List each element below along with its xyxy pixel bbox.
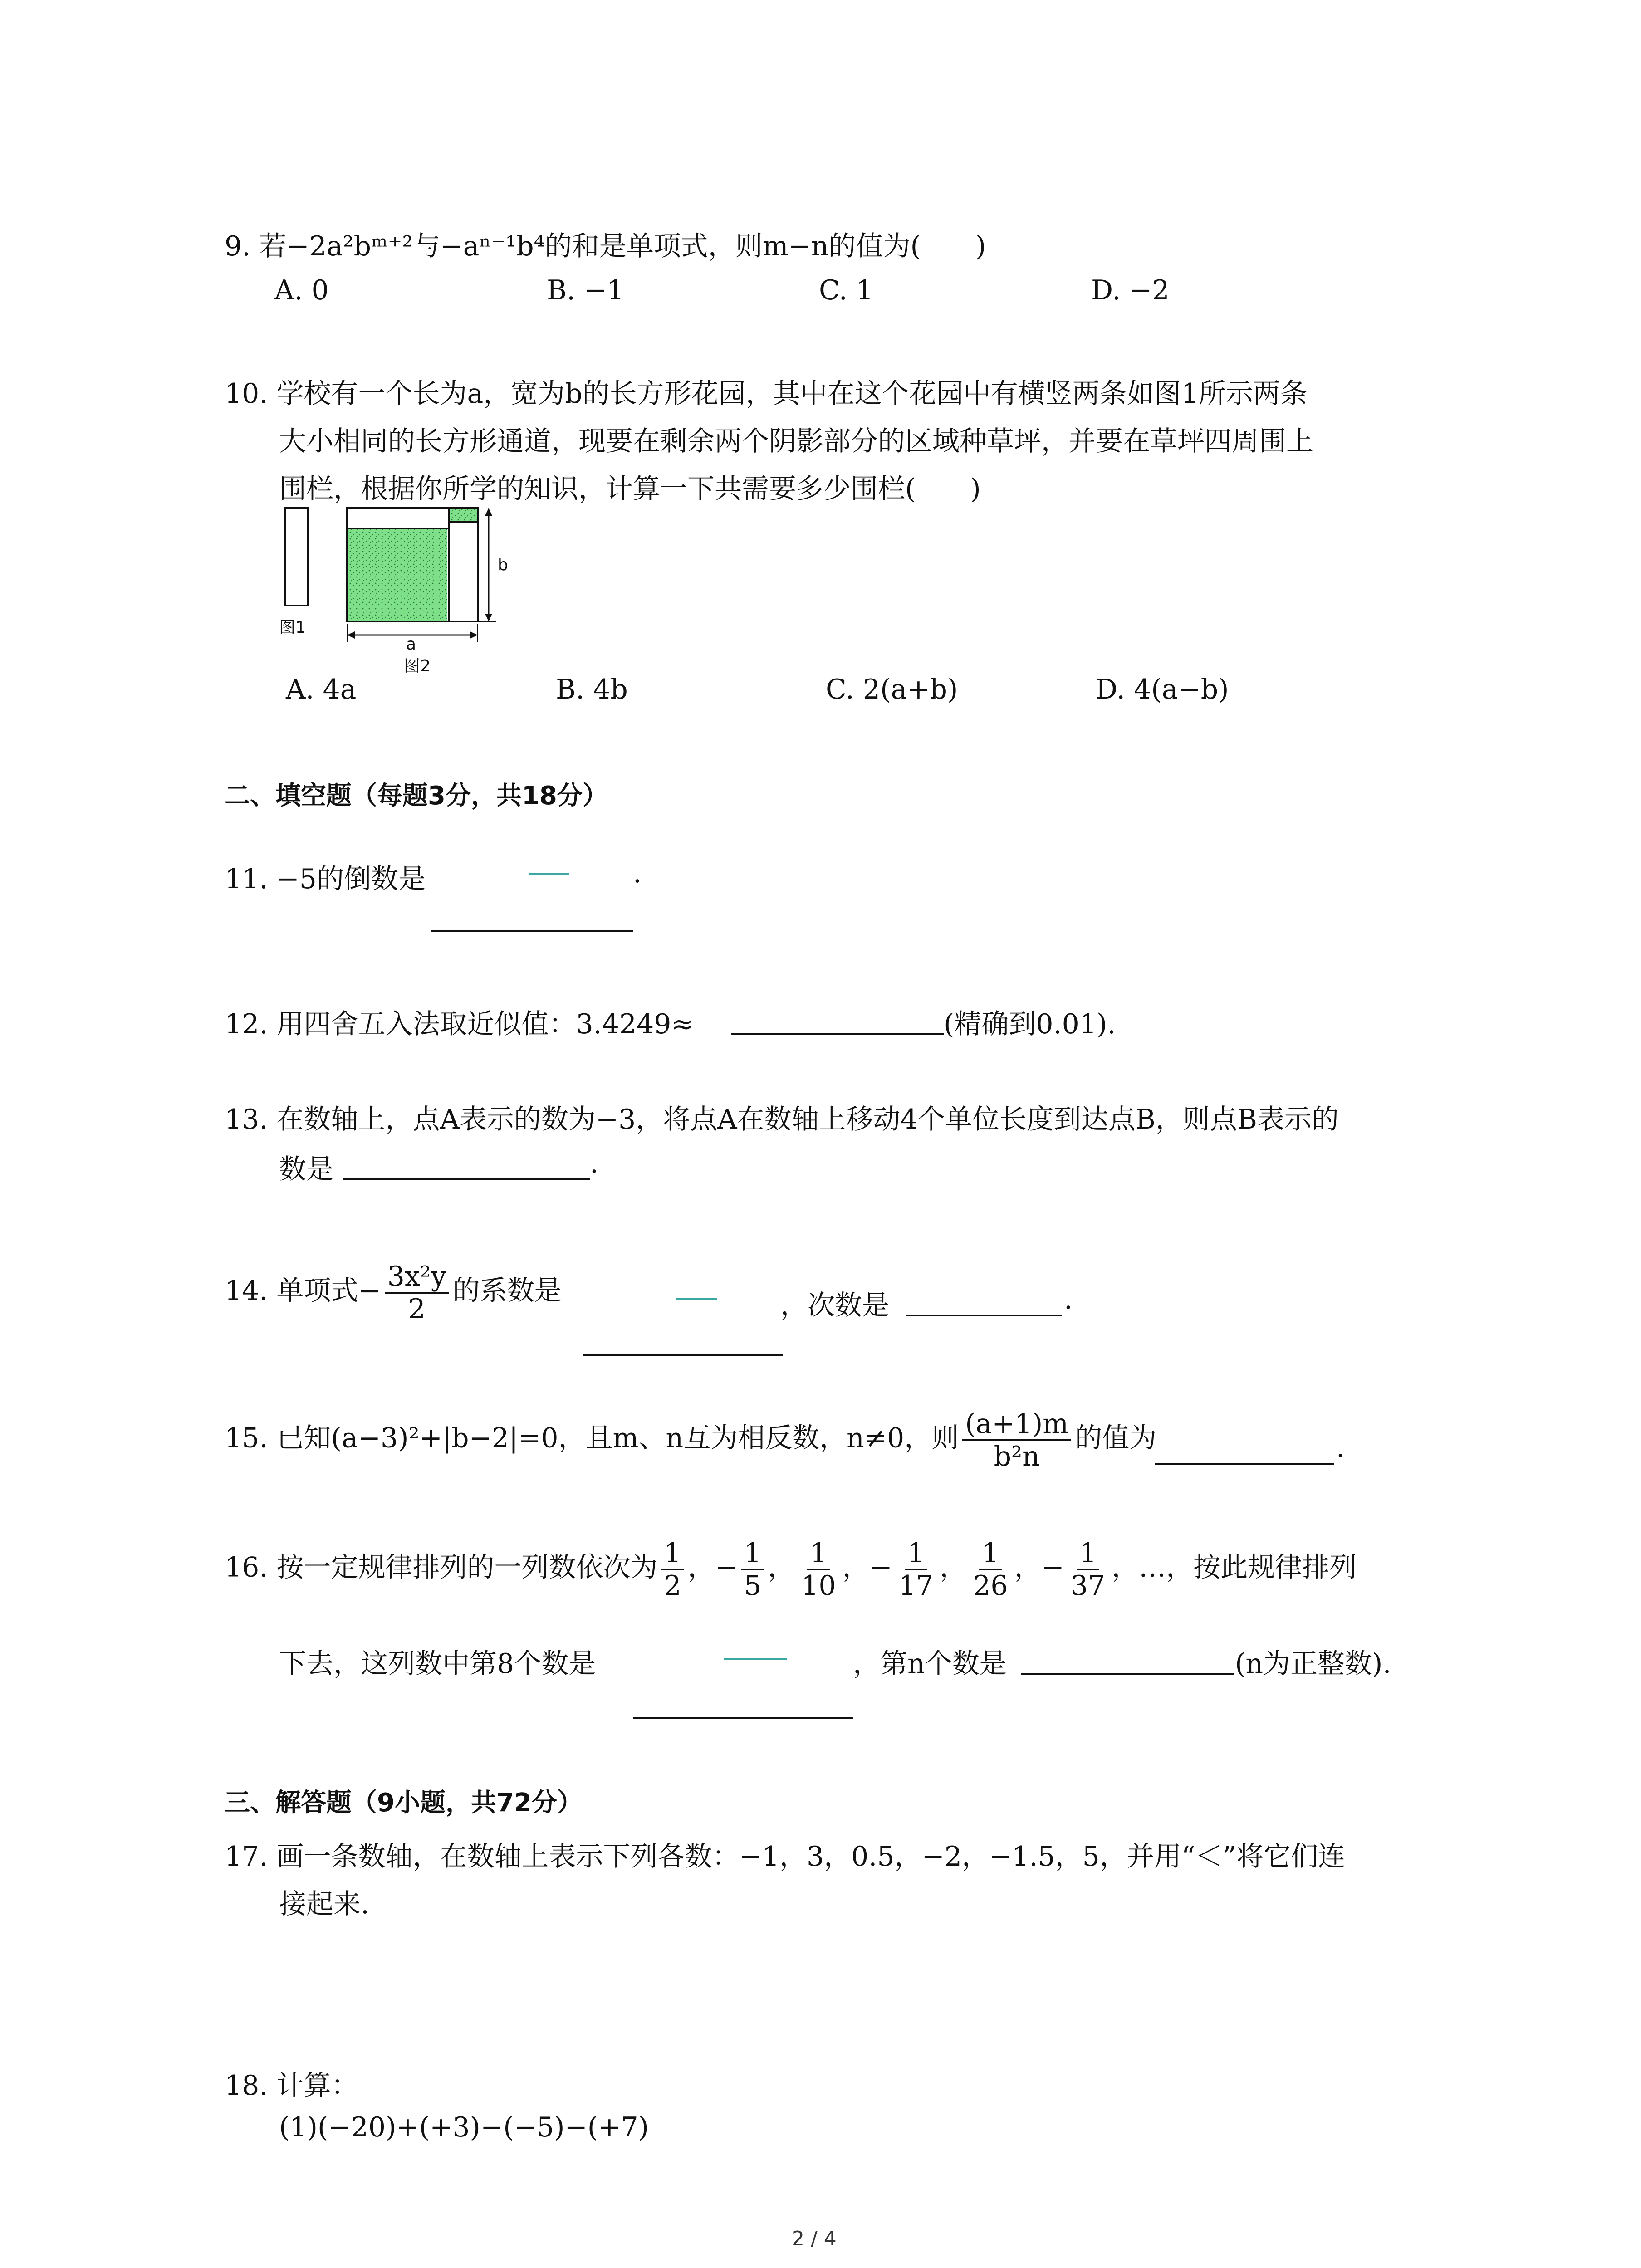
q14-number: 14. <box>225 1275 268 1307</box>
q16-frac-den: 2 <box>664 1570 681 1602</box>
q16-frac-den: 26 <box>973 1570 1008 1602</box>
q15-pre: 已知(a−3)²+|b−2|=0，且m、n互为相反数，n≠0，则 <box>276 1422 959 1454</box>
q16-frac-num: 1 <box>807 1538 830 1570</box>
q16-frac-num: 1 <box>979 1538 1002 1570</box>
q16-frac-den: 5 <box>744 1570 762 1602</box>
q16-fraction-5 <box>1068 1538 1108 1601</box>
lawn-corner <box>449 509 477 522</box>
q9-number: 9. <box>225 230 251 262</box>
fig2-label: 图2 <box>404 657 431 675</box>
q12-end: (精确到0.01). <box>944 1008 1116 1040</box>
q10-number: 10. <box>225 378 268 410</box>
fig2-dim-b-label: b <box>498 556 508 574</box>
q15-fraction <box>962 1408 1071 1472</box>
q17-text-line1: 画一条数轴，在数轴上表示下列各数：−1，3，0.5，−2，−1.5，5，并用“＜”将它们连 <box>276 1841 1346 1872</box>
q14-frac-num: 3x²y <box>385 1261 449 1294</box>
q16-fraction-3 <box>896 1538 936 1601</box>
q10-option-a: A. 4a <box>286 674 357 705</box>
q11-number: 11. <box>225 863 268 895</box>
q16-nth-blank[interactable] <box>1021 1673 1234 1675</box>
lawn-main <box>348 528 447 621</box>
q9-stem <box>225 225 986 264</box>
q12-number: 12. <box>225 1008 268 1040</box>
q16-frac-sign-4: ， <box>940 1551 967 1584</box>
q10-line3: 围栏，根据你所学的知识，计算一下共需要多少围栏( ) <box>279 473 981 505</box>
q18-line1 <box>225 2064 358 2103</box>
q10-option-c: C. 2(a+b) <box>826 674 958 705</box>
q16-fraction-1 <box>741 1538 764 1601</box>
q10-line2: 大小相同的长方形通道，现要在剩余两个阴影部分的区域种草坪，并要在草坪四周围上 <box>279 425 1313 457</box>
q15-answer-blank[interactable] <box>1155 1463 1334 1465</box>
q17-number: 17. <box>225 1841 268 1872</box>
q16-fraction-0 <box>661 1538 684 1601</box>
q18-number: 18. <box>225 2070 268 2102</box>
q15-stem <box>225 1408 1156 1472</box>
page-number: 2 / 4 <box>792 2227 837 2250</box>
q16-line2-end: (n为正整数). <box>1235 1648 1391 1680</box>
q15-mid: 的值为 <box>1075 1422 1157 1454</box>
q14-stem <box>225 1261 562 1325</box>
q11-end: . <box>633 857 642 889</box>
q18-line2: (1)(−20)+(+3)−(−5)−(+7) <box>279 2112 649 2143</box>
q9-option-c: C. 1 <box>819 274 874 306</box>
q13-answer-blank[interactable] <box>343 1178 590 1180</box>
q9-text-b: 与 <box>413 230 441 262</box>
q9-option-b: B. −1 <box>547 274 624 306</box>
fig2-dim-a-label: a <box>406 635 416 654</box>
q16-post: ，…，按此规律排列 <box>1112 1551 1357 1584</box>
q9-option-d: D. −2 <box>1091 274 1170 306</box>
q15-end: . <box>1336 1432 1345 1464</box>
q9-option-a: A. 0 <box>274 274 329 306</box>
q15-frac-den: b²n <box>994 1441 1040 1472</box>
q11-stem <box>225 857 426 896</box>
q13-end: . <box>590 1148 599 1179</box>
q9-text-a: 若 <box>259 230 287 262</box>
q16-line2-pre: 下去，这列数中第8个数是 <box>279 1648 596 1680</box>
q18-text-line1: 计算： <box>276 2070 358 2102</box>
q17-line2: 接起来. <box>279 1888 370 1920</box>
q16-frac-num: 1 <box>661 1538 684 1570</box>
q16-frac-sign-2: ， <box>768 1551 795 1584</box>
fig2-vertical-path <box>449 522 478 621</box>
q16-frac-sign-3: ，− <box>842 1551 892 1584</box>
q14-coefficient-blank[interactable] <box>583 1354 783 1356</box>
q14-answer-mark <box>676 1298 717 1300</box>
q12-text: 用四舍五入法取近似值：3.4249≈ <box>276 1008 694 1040</box>
q14-fraction <box>385 1261 449 1325</box>
q16-eighth-blank[interactable] <box>633 1717 853 1719</box>
q11-answer-blank[interactable] <box>431 930 633 932</box>
q10-line1 <box>225 372 1308 411</box>
q10-option-b: B. 4b <box>556 674 628 705</box>
q13-line2: 数是 <box>279 1154 333 1185</box>
q14-mid: 的系数是 <box>452 1275 562 1307</box>
q10-text-line1: 学校有一个长为a，宽为b的长方形花园，其中在这个花园中有横竖两条如图1所示两条 <box>276 378 1308 410</box>
q10-option-d: D. 4(a−b) <box>1096 674 1229 705</box>
q16-frac-num: 1 <box>1077 1538 1099 1570</box>
section3-heading: 三、解答题（9小题，共72分） <box>225 1788 583 1818</box>
q9-text-c: 的和是单项式，则m−n的值为( ) <box>544 230 986 262</box>
q13-text-line1: 在数轴上，点A表示的数为−3，将点A在数轴上移动4个单位长度到达点B，则点B表示的 <box>276 1104 1339 1135</box>
q16-line1 <box>225 1538 1357 1601</box>
q15-number: 15. <box>225 1422 268 1454</box>
q14-pre: 单项式− <box>276 1275 381 1307</box>
q16-fraction-4 <box>970 1538 1010 1601</box>
q10-figure <box>279 506 515 678</box>
q12-answer-blank[interactable] <box>731 1033 944 1035</box>
q14-degree-blank[interactable] <box>906 1315 1062 1316</box>
fig1-label: 图1 <box>279 618 306 637</box>
q11-answer-mark <box>529 873 569 875</box>
q14-mid2: ，次数是 <box>780 1290 889 1321</box>
q16-answer-mark <box>724 1658 787 1660</box>
q16-frac-den: 10 <box>801 1570 836 1602</box>
q14-frac-den: 2 <box>408 1293 426 1325</box>
q16-frac-sign-1: ，− <box>687 1551 738 1584</box>
section2-heading: 二、填空题（每题3分，共18分） <box>225 781 608 811</box>
q16-frac-num: 1 <box>741 1538 764 1570</box>
q10-figure-svg <box>279 506 515 678</box>
q15-frac-num: (a+1)m <box>962 1408 1071 1441</box>
q16-number: 16. <box>225 1551 268 1584</box>
q17-line1 <box>225 1835 1345 1874</box>
q9-expr1: −2a²bᵐ⁺² <box>286 230 413 262</box>
q16-pre: 按一定规律排列的一列数依次为 <box>276 1551 658 1584</box>
q13-line1 <box>225 1098 1339 1137</box>
q16-frac-sign-5: ，− <box>1014 1551 1064 1584</box>
q14-end: . <box>1064 1284 1073 1315</box>
q13-number: 13. <box>225 1104 268 1135</box>
q16-fraction-2 <box>798 1538 838 1601</box>
q11-text: −5的倒数是 <box>276 863 426 895</box>
q16-frac-den: 17 <box>898 1570 934 1602</box>
q16-line2-mid: ，第n个数是 <box>853 1648 1007 1680</box>
fig1-rect <box>285 508 308 606</box>
q16-frac-den: 37 <box>1070 1570 1106 1602</box>
q16-frac-num: 1 <box>905 1538 927 1570</box>
q12-stem <box>225 1002 694 1041</box>
q9-expr2: −aⁿ⁻¹b⁴ <box>440 230 545 262</box>
